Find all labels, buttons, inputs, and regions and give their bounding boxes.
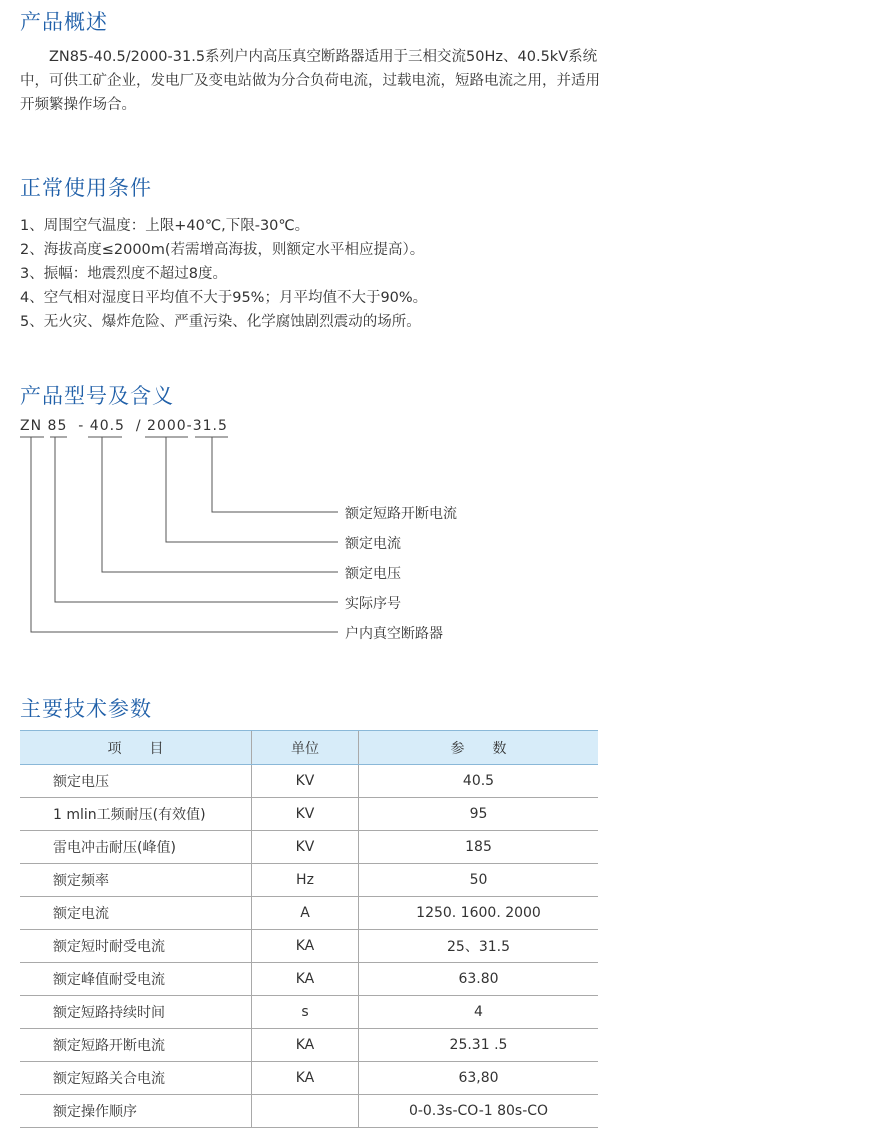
cell-unit: KA [252, 930, 359, 963]
condition-item: 5、无火灾、爆炸危险、严重污染、化学腐蚀剧烈震动的场所。 [20, 314, 421, 330]
cell-unit: A [252, 897, 359, 930]
cell-item: 额定电压 [20, 765, 252, 798]
cell-item: 1 mlin工频耐压(有效值) [20, 798, 252, 831]
cell-value: 25.31 .5 [359, 1029, 599, 1062]
model-title: 产品型号及含义 [20, 384, 174, 408]
table-row [20, 996, 598, 1029]
cell-unit: KA [252, 1062, 359, 1095]
model-part-series: ZN [20, 418, 43, 434]
model-label-rated-current: 额定电流 [345, 536, 401, 552]
table-row [20, 1062, 598, 1095]
overview-title: 产品概述 [20, 10, 108, 34]
table-row [20, 864, 598, 897]
cell-item: 额定短路开断电流 [20, 1029, 252, 1062]
cell-value: 95 [359, 798, 599, 831]
cell-unit: KV [252, 798, 359, 831]
cell-unit: KV [252, 765, 359, 798]
table-header-row [20, 731, 598, 765]
table-row [20, 1095, 598, 1128]
cell-unit: KA [252, 1029, 359, 1062]
cell-unit: KA [252, 963, 359, 996]
cell-item: 额定短路关合电流 [20, 1062, 252, 1095]
cell-unit: s [252, 996, 359, 1029]
specs-table [20, 730, 598, 1128]
model-label-breaker-type: 户内真空断路器 [345, 626, 443, 642]
cell-unit: Hz [252, 864, 359, 897]
table-row [20, 963, 598, 996]
model-part-dash: - [78, 418, 85, 434]
specs-title: 主要技术参数 [20, 697, 152, 721]
cell-item: 额定电流 [20, 897, 252, 930]
model-label-breaking-current: 额定短路开断电流 [345, 506, 457, 522]
model-part-dash: - [186, 418, 193, 434]
table-row [20, 831, 598, 864]
model-part-voltage: 40.5 [89, 418, 125, 434]
table-row [20, 798, 598, 831]
cell-value: 25、31.5 [359, 930, 599, 963]
model-part-current: 2000 [147, 418, 187, 434]
column-header-value: 参 数 [359, 731, 599, 765]
cell-value: 63,80 [359, 1062, 599, 1095]
condition-item: 1、周围空气温度：上限+40℃,下限-30℃。 [20, 218, 310, 234]
model-part-slash: / [135, 418, 142, 434]
cell-item: 额定操作顺序 [20, 1095, 252, 1128]
column-header-unit: 单位 [252, 731, 359, 765]
table-row [20, 1029, 598, 1062]
cell-value: 50 [359, 864, 599, 897]
cell-value: 1250. 1600. 2000 [359, 897, 599, 930]
table-row [20, 897, 598, 930]
cell-value: 4 [359, 996, 599, 1029]
cell-unit: KV [252, 831, 359, 864]
cell-item: 额定峰值耐受电流 [20, 963, 252, 996]
condition-item: 3、振幅：地震烈度不超过8度。 [20, 266, 227, 282]
model-part-sequence: 85 [47, 418, 68, 434]
cell-value: 40.5 [359, 765, 599, 798]
cell-item: 额定短时耐受电流 [20, 930, 252, 963]
condition-item: 4、空气相对湿度日平均值不大于95%；月平均值不大于90%。 [20, 290, 428, 306]
table-row [20, 765, 598, 798]
cell-item: 额定短路持续时间 [20, 996, 252, 1029]
cell-value: 0-0.3s-CO-1 80s-CO [359, 1095, 599, 1128]
cell-value: 185 [359, 831, 599, 864]
table-row [20, 930, 598, 963]
model-part-breaking-current: 31.5 [192, 418, 228, 434]
conditions-title: 正常使用条件 [20, 176, 152, 200]
model-label-rated-voltage: 额定电压 [345, 566, 401, 582]
column-header-item: 项 目 [20, 731, 252, 765]
cell-unit [252, 1095, 359, 1128]
model-label-sequence: 实际序号 [345, 596, 401, 612]
cell-value: 63.80 [359, 963, 599, 996]
overview-body: ZN85-40.5/2000-31.5系列户内高压真空断路器适用于三相交流50Hz、40.5kV系统中，可供工矿企业，发电厂及变电站做为分合负荷电流，过载电流，短路电流之用，并适用开频繁操作场合。 [20, 49, 600, 113]
condition-item: 2、海拔高度≤2000m(若需增高海拔，则额定水平相应提高）。 [20, 242, 425, 258]
cell-item: 额定频率 [20, 864, 252, 897]
cell-item: 雷电冲击耐压(峰值) [20, 831, 252, 864]
